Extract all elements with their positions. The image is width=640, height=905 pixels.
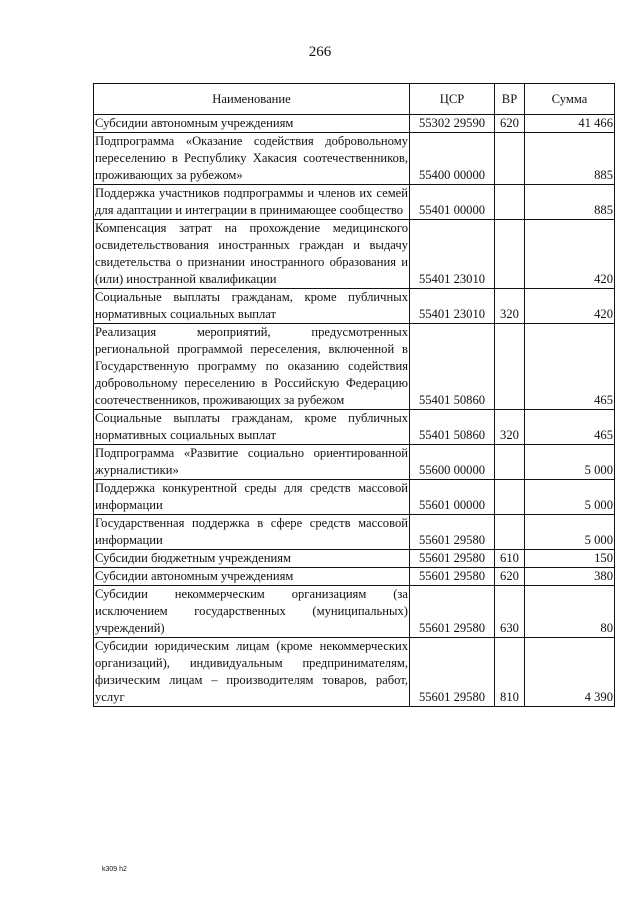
cell-vr	[495, 445, 525, 480]
cell-name: Подпрограмма «Развитие социально ориентированной журналистики»	[94, 445, 410, 480]
cell-name: Субсидии автономным учреждениям	[94, 115, 410, 133]
table-row	[94, 550, 615, 568]
table-row	[94, 638, 615, 707]
cell-vr: 630	[495, 586, 525, 638]
cell-sum: 465	[525, 410, 615, 445]
cell-name: Реализация мероприятий, предусмотренных региональной программой переселения, включенной в Государственную программу по оказанию содействия добровольному переселению в Российскую Федерацию соотечественников, проживающих за рубежом	[94, 324, 410, 410]
cell-name: Поддержка конкурентной среды для средств массовой информации	[94, 480, 410, 515]
cell-sum: 885	[525, 185, 615, 220]
cell-vr: 620	[495, 568, 525, 586]
cell-vr	[495, 480, 525, 515]
table-row	[94, 324, 615, 410]
cell-vr: 620	[495, 115, 525, 133]
table-row	[94, 410, 615, 445]
table-row	[94, 480, 615, 515]
cell-csr: 55302 29590	[410, 115, 495, 133]
cell-sum: 885	[525, 133, 615, 185]
cell-csr: 55600 00000	[410, 445, 495, 480]
table-row	[94, 586, 615, 638]
footer-code: k309 h2	[102, 866, 127, 873]
cell-vr: 320	[495, 410, 525, 445]
cell-name: Субсидии автономным учреждениям	[94, 568, 410, 586]
table-row	[94, 568, 615, 586]
cell-sum: 5 000	[525, 515, 615, 550]
table-row	[94, 185, 615, 220]
cell-vr: 320	[495, 289, 525, 324]
cell-name: Государственная поддержка в сфере средств массовой информации	[94, 515, 410, 550]
cell-csr: 55601 29580	[410, 586, 495, 638]
cell-name: Поддержка участников подпрограммы и членов их семей для адаптации и интеграции в принимающее сообщество	[94, 185, 410, 220]
cell-sum: 80	[525, 586, 615, 638]
table-row	[94, 445, 615, 480]
budget-table	[93, 83, 615, 707]
header-name: Наименование	[94, 84, 410, 115]
page-number: 266	[308, 44, 332, 60]
cell-sum: 41 466	[525, 115, 615, 133]
cell-csr: 55601 29580	[410, 550, 495, 568]
cell-name: Компенсация затрат на прохождение медицинского освидетельствования иностранных граждан и выдачу свидетельства о признании иностранного образования и (или) иностранной квалификации	[94, 220, 410, 289]
cell-csr: 55601 29580	[410, 515, 495, 550]
table-row	[94, 133, 615, 185]
cell-name: Социальные выплаты гражданам, кроме публичных нормативных социальных выплат	[94, 289, 410, 324]
cell-csr: 55401 23010	[410, 220, 495, 289]
cell-csr: 55401 23010	[410, 289, 495, 324]
cell-vr	[495, 324, 525, 410]
cell-vr: 810	[495, 638, 525, 707]
table-header-row	[94, 84, 615, 115]
cell-name: Социальные выплаты гражданам, кроме публичных нормативных социальных выплат	[94, 410, 410, 445]
header-sum: Сумма	[525, 84, 615, 115]
cell-sum: 420	[525, 220, 615, 289]
cell-vr	[495, 133, 525, 185]
table-row	[94, 515, 615, 550]
cell-sum: 420	[525, 289, 615, 324]
cell-sum: 5 000	[525, 480, 615, 515]
cell-name: Подпрограмма «Оказание содействия добровольному переселению в Республику Хакасия соотечественников, проживающих за рубежом»	[94, 133, 410, 185]
header-csr: ЦСР	[410, 84, 495, 115]
cell-name: Субсидии некоммерческим организациям (за исключением государственных (муниципальных) учреждений)	[94, 586, 410, 638]
cell-csr: 55601 29580	[410, 638, 495, 707]
cell-csr: 55601 00000	[410, 480, 495, 515]
cell-csr: 55601 29580	[410, 568, 495, 586]
header-vr: ВР	[495, 84, 525, 115]
cell-sum: 465	[525, 324, 615, 410]
cell-sum: 4 390	[525, 638, 615, 707]
table-row	[94, 289, 615, 324]
table-row	[94, 115, 615, 133]
cell-csr: 55401 50860	[410, 324, 495, 410]
table-row	[94, 220, 615, 289]
cell-sum: 5 000	[525, 445, 615, 480]
cell-vr	[495, 220, 525, 289]
cell-csr: 55400 00000	[410, 133, 495, 185]
cell-name: Субсидии бюджетным учреждениям	[94, 550, 410, 568]
cell-sum: 150	[525, 550, 615, 568]
cell-csr: 55401 50860	[410, 410, 495, 445]
cell-vr	[495, 515, 525, 550]
cell-vr: 610	[495, 550, 525, 568]
cell-name: Субсидии юридическим лицам (кроме некоммерческих организаций), индивидуальным предпринимателям, физическим лицам – производителям товаров, работ, услуг	[94, 638, 410, 707]
cell-sum: 380	[525, 568, 615, 586]
cell-csr: 55401 00000	[410, 185, 495, 220]
cell-vr	[495, 185, 525, 220]
